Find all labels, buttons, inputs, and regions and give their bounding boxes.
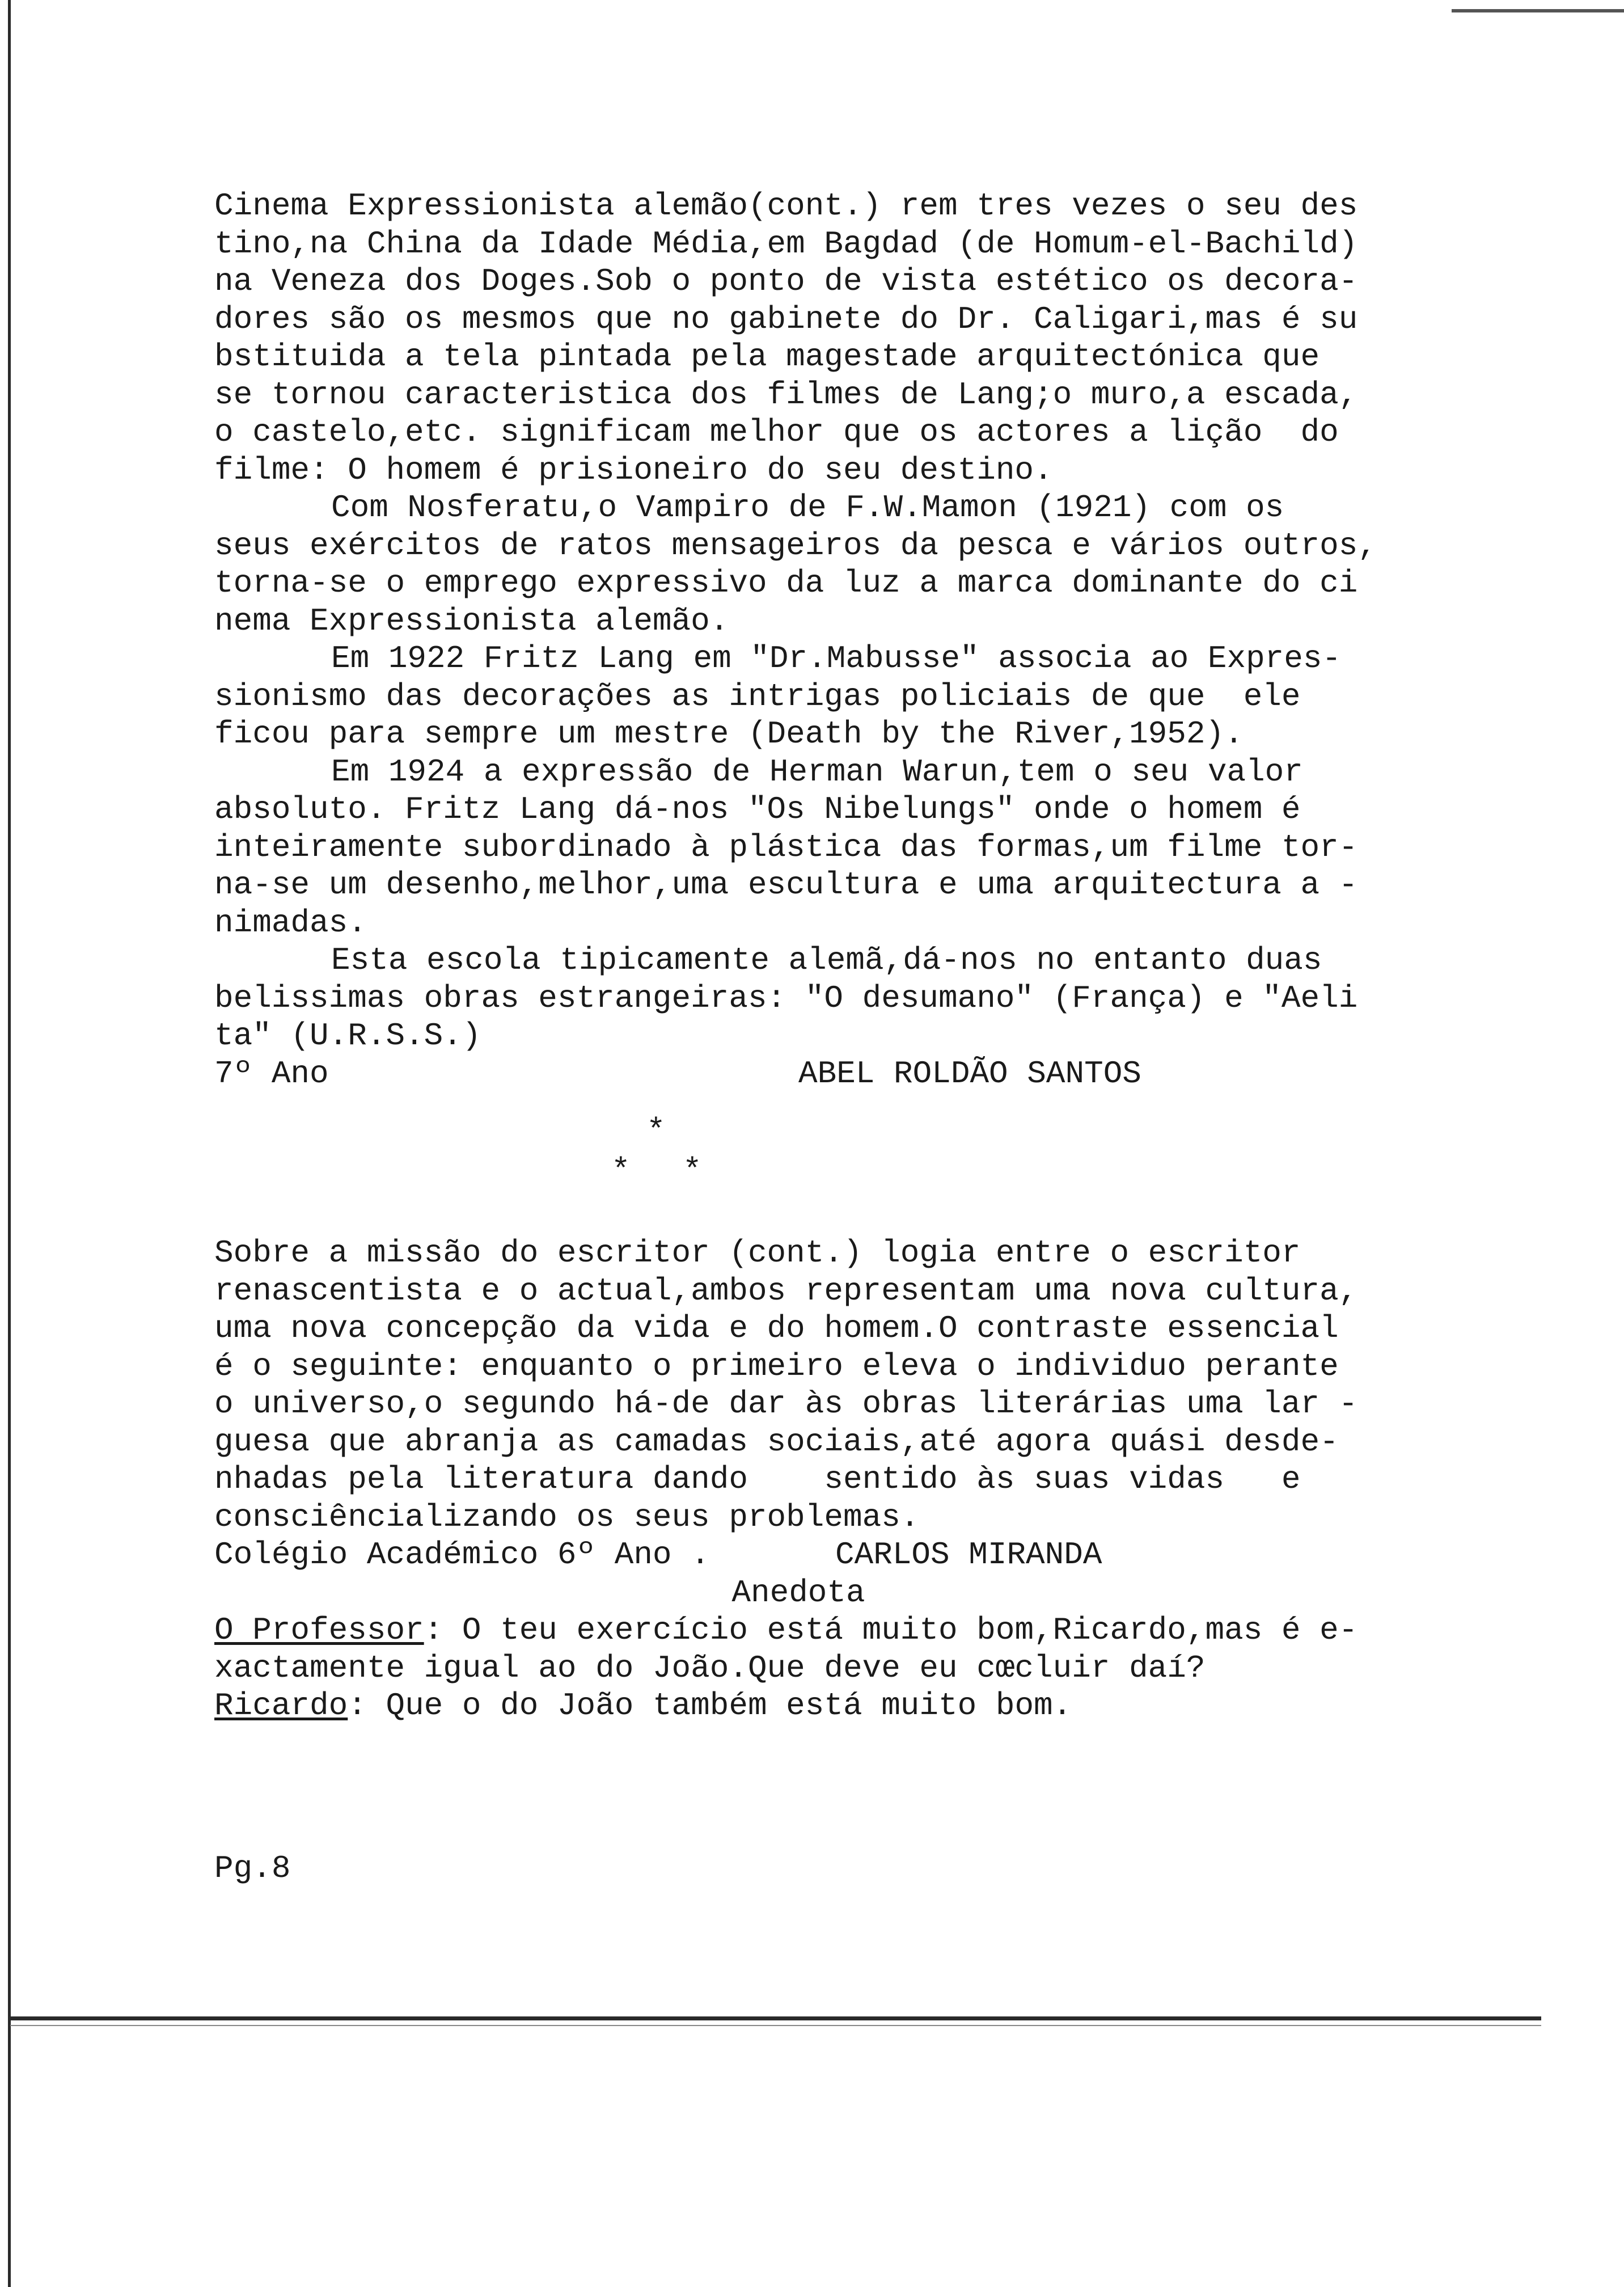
text-line: nimadas. <box>214 904 367 941</box>
asterism-separator <box>214 1115 1382 1212</box>
text-line: se tornou caracteristica dos filmes de Lang;o muro,a escada, <box>214 376 1358 413</box>
paragraph-1 <box>214 187 1382 489</box>
text-line: nhadas pela literatura dando sentido às suas vidas e <box>214 1461 1301 1497</box>
speaker-professor: O Professor <box>214 1612 424 1648</box>
text-line: o castelo,etc. significam melhor que os actores a lição do <box>214 414 1339 450</box>
school-label: Colégio Académico 6º Ano . <box>214 1537 710 1573</box>
separator-star: * <box>611 1153 631 1189</box>
bottom-rule-thin <box>10 2025 1541 2026</box>
text-line: Em 1922 Fritz Lang em "Dr.Mabusse" associa ao Expres- <box>331 640 1342 677</box>
text-line: dores são os mesmos que no gabinete do Dr. Caligari,mas é su <box>214 301 1358 337</box>
signature-row-2 <box>214 1536 1382 1574</box>
speaker-ricardo: Ricardo <box>214 1687 348 1724</box>
text-line: filme: O homem é prisioneiro do seu destino. <box>214 452 1053 488</box>
text-line: uma nova concepção da vida e do homem.O contraste essencial <box>214 1310 1339 1347</box>
anecdote-line-ricardo <box>214 1687 1382 1725</box>
text-line: Sobre a missão do escritor (cont.) logia entre o escritor <box>214 1235 1301 1271</box>
left-margin-rule <box>8 0 11 2287</box>
text-line: Em 1924 a expressão de Herman Warun,tem o seu valor <box>331 753 1303 790</box>
document-page <box>214 187 1382 1887</box>
article-missao-escritor <box>214 1234 1382 1574</box>
text-line: absoluto. Fritz Lang dá-nos "Os Nibelungs" onde o homem é <box>214 791 1301 828</box>
text-line: é o seguinte: enquanto o primeiro eleva o individuo perante <box>214 1348 1339 1385</box>
text-line: renascentista e o actual,ambos representam uma nova cultura, <box>214 1272 1358 1309</box>
grade-label: 7º Ano <box>214 1055 329 1092</box>
text-line: consciêncializando os seus problemas. <box>214 1499 920 1535</box>
text-line: Cinema Expressionista alemão(cont.) rem tres vezes o seu des <box>214 188 1358 224</box>
text-line: guesa que abranja as camadas sociais,até agora quási desde- <box>214 1423 1339 1460</box>
text-line: belissimas obras estrangeiras: "O desumano" (França) e "Aeli <box>214 980 1358 1016</box>
text-line: seus exércitos de ratos mensageiros da pesca e vários outros, <box>214 527 1377 564</box>
text-line: tino,na China da Idade Média,em Bagdad (de Homum-el-Bachild) <box>214 225 1358 262</box>
text-line: Esta escola tipicamente alemã,dá-nos no entanto duas <box>331 942 1322 978</box>
text-line: sionismo das decorações as intrigas policiais de que ele <box>214 678 1301 715</box>
text-line: xactamente igual ao do João.Que deve eu cœcluir daí? <box>214 1649 1206 1686</box>
anecdote-line-professor <box>214 1611 1382 1649</box>
anecdote-section <box>214 1574 1382 1725</box>
paragraph-3 <box>214 640 1382 753</box>
text-line: na Veneza dos Doges.Sob o ponto de vista estético os decora- <box>214 263 1358 299</box>
text-line: nema Expressionista alemão. <box>214 602 729 639</box>
separator-star: * <box>683 1153 702 1189</box>
paragraph-5 <box>214 942 1382 1055</box>
text-line: ta" (U.R.S.S.) <box>214 1018 481 1054</box>
anecdote-title: Anedota <box>731 1574 865 1611</box>
paragraph-4 <box>214 753 1382 942</box>
separator-star: * <box>646 1113 666 1149</box>
paragraph-2 <box>214 489 1382 640</box>
author-name: CARLOS MIRANDA <box>835 1537 1102 1573</box>
bottom-rule <box>10 2016 1541 2020</box>
top-edge-rule <box>1452 9 1624 12</box>
text-line: inteiramente subordinado à plástica das formas,um filme tor- <box>214 829 1358 866</box>
article-cinema-expressionista <box>214 187 1382 1092</box>
author-name: ABEL ROLDÃO SANTOS <box>798 1055 1141 1092</box>
text-line: ficou para sempre um mestre (Death by the River,1952). <box>214 716 1244 752</box>
signature-row-1 <box>214 1055 1382 1093</box>
text-line: na-se um desenho,melhor,uma escultura e uma arquitectura a - <box>214 867 1358 903</box>
text-line: bstituida a tela pintada pela magestade arquitectónica que <box>214 339 1320 375</box>
professor-speech: : O teu exercício está muito bom,Ricardo,mas é e- <box>424 1612 1358 1648</box>
text-line: o universo,o segundo há-de dar às obras literárias uma lar - <box>214 1386 1358 1422</box>
text-line: torna-se o emprego expressivo da luz a marca dominante do ci <box>214 565 1358 601</box>
ricardo-speech: : Que o do João também está muito bom. <box>348 1687 1072 1724</box>
text-line: Com Nosferatu,o Vampiro de F.W.Mamon (1921) com os <box>331 490 1284 526</box>
page-number: Pg.8 <box>214 1850 291 1887</box>
